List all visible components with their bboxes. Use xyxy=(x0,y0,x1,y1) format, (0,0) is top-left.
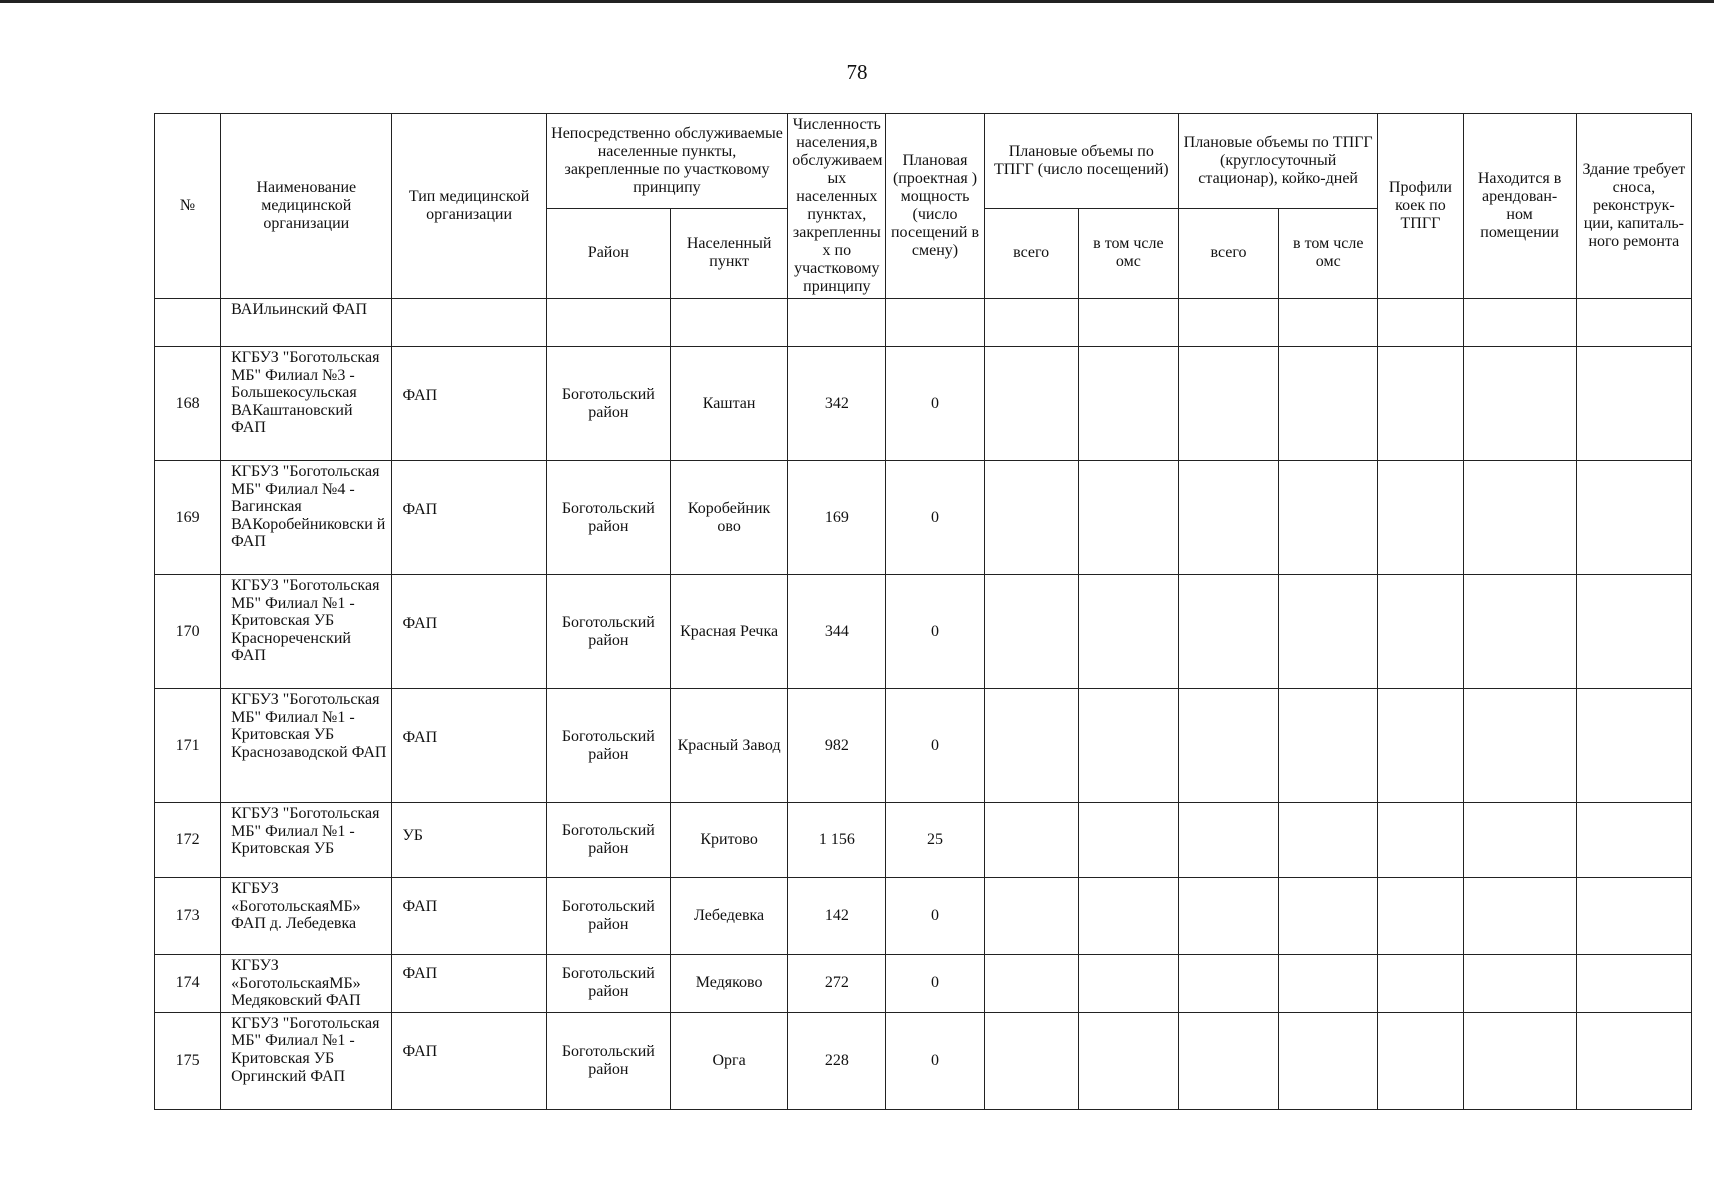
header-served-points: Непосредственно обслуживаемые населенные пункты, закрепленные по участковому принципу xyxy=(546,114,787,209)
header-inpatient-total: всего xyxy=(1178,208,1278,298)
org-name-cell: КГБУЗ "Боготольская МБ" Филиал №4 - Вагинская ВАКоробейниковски й ФАП xyxy=(221,461,392,575)
header-inpatient-volume: Плановые объемы по ТПГГ (круглосуточный стационар), койко-дней xyxy=(1178,114,1377,209)
org-type-cell: ФАП xyxy=(392,1012,546,1109)
org-type-cell: ФАП xyxy=(392,347,546,461)
table-row xyxy=(155,955,1692,1013)
org-type-cell: ФАП xyxy=(392,878,546,955)
row-number: 171 xyxy=(155,689,221,803)
org-name-cell: КГБУЗ "Боготольская МБ" Филиал №1 - Критовская УБ Краснореченский ФАП xyxy=(221,575,392,689)
org-name-cell: КГБУЗ "Боготольская МБ" Филиал №1 - Критовская УБ xyxy=(221,803,392,878)
capacity-cell: 0 xyxy=(886,461,984,575)
settlement-cell: Красная Речка xyxy=(670,575,787,689)
population-cell: 272 xyxy=(788,955,886,1013)
district-cell: Боготольский район xyxy=(546,955,670,1013)
settlement-cell: Коробейник ово xyxy=(670,461,787,575)
header-org-type: Тип медицинской организации xyxy=(392,114,546,299)
population-cell: 142 xyxy=(788,878,886,955)
capacity-cell: 0 xyxy=(886,878,984,955)
header-visits-total: всего xyxy=(984,208,1078,298)
settlement-cell: Каштан xyxy=(670,347,787,461)
header-number: № xyxy=(155,114,221,299)
population-cell: 1 156 xyxy=(788,803,886,878)
population-cell: 344 xyxy=(788,575,886,689)
capacity-cell: 0 xyxy=(886,955,984,1013)
org-name-cell: КГБУЗ "Боготольская МБ" Филиал №1 - Критовская УБ Оргинский ФАП xyxy=(221,1012,392,1109)
capacity-cell: 0 xyxy=(886,1012,984,1109)
header-capacity: Плановая (проектная ) мощность (число посещений в смену) xyxy=(886,114,984,299)
population-cell: 169 xyxy=(788,461,886,575)
org-name-cell: КГБУЗ «БоготольскаяМБ» ФАП д. Лебедевка xyxy=(221,878,392,955)
settlement-cell: Орга xyxy=(670,1012,787,1109)
capacity-cell: 0 xyxy=(886,347,984,461)
district-cell: Боготольский район xyxy=(546,347,670,461)
header-visits-volume: Плановые объемы по ТПГГ (число посещений) xyxy=(984,114,1178,209)
table-row xyxy=(155,461,1692,575)
header-settlement: Населенный пункт xyxy=(670,208,787,298)
table-row xyxy=(155,803,1692,878)
table-row xyxy=(155,1012,1692,1109)
district-cell: Боготольский район xyxy=(546,689,670,803)
settlement-cell: Критово xyxy=(670,803,787,878)
district-cell: Боготольский район xyxy=(546,878,670,955)
district-cell: Боготольский район xyxy=(546,1012,670,1109)
row-number: 168 xyxy=(155,347,221,461)
capacity-cell: 0 xyxy=(886,575,984,689)
header-district: Район xyxy=(546,208,670,298)
org-type-cell: ФАП xyxy=(392,689,546,803)
district-cell: Боготольский район xyxy=(546,803,670,878)
row-number: 169 xyxy=(155,461,221,575)
row-number: 170 xyxy=(155,575,221,689)
settlement-cell: Красный Завод xyxy=(670,689,787,803)
page-top-border xyxy=(0,0,1714,3)
table-row xyxy=(155,347,1692,461)
row-number: 172 xyxy=(155,803,221,878)
org-type-cell: ФАП xyxy=(392,955,546,1013)
table-row xyxy=(155,575,1692,689)
header-org-name: Наименование медицинской организации xyxy=(221,114,392,299)
capacity-cell: 25 xyxy=(886,803,984,878)
header-population: Численность населения,в обслуживаем ых населенных пунктах, закрепленны х по участковому принципу xyxy=(788,114,886,299)
table-row xyxy=(155,299,1692,347)
settlement-cell: Лебедевка xyxy=(670,878,787,955)
population-cell: 342 xyxy=(788,347,886,461)
capacity-cell: 0 xyxy=(886,689,984,803)
header-visits-oms: в том чсле омс xyxy=(1078,208,1178,298)
row-number: 173 xyxy=(155,878,221,955)
row-number: 174 xyxy=(155,955,221,1013)
population-cell: 982 xyxy=(788,689,886,803)
settlement-cell: Медяково xyxy=(670,955,787,1013)
org-type-cell: ФАП xyxy=(392,461,546,575)
org-type-cell: УБ xyxy=(392,803,546,878)
page-number: 78 xyxy=(846,60,868,84)
row-number: 175 xyxy=(155,1012,221,1109)
header-demolition: Здание требует сноса, реконструк- ции, капиталь- ного ремонта xyxy=(1576,114,1691,299)
header-bed-profiles: Профили коек по ТПГГ xyxy=(1378,114,1463,299)
district-cell: Боготольский район xyxy=(546,575,670,689)
table-row xyxy=(155,878,1692,955)
facilities-table xyxy=(154,113,1692,1110)
header-rented: Находится в арендован- ном помещении xyxy=(1463,114,1576,299)
org-name-cell: КГБУЗ "Боготольская МБ" Филиал №1 - Критовская УБ Краснозаводской ФАП xyxy=(221,689,392,803)
org-type-cell: ФАП xyxy=(392,575,546,689)
population-cell: 228 xyxy=(788,1012,886,1109)
header-inpatient-oms: в том чсле омс xyxy=(1279,208,1378,298)
org-name-cell: КГБУЗ "Боготольская МБ" Филиал №3 - Большекосульская ВАКаштановский ФАП xyxy=(221,347,392,461)
org-name-cell: ВАИльинский ФАП xyxy=(221,299,392,347)
table-row xyxy=(155,689,1692,803)
org-name-cell: КГБУЗ «БоготольскаяМБ» Медяковский ФАП xyxy=(221,955,392,1013)
district-cell: Боготольский район xyxy=(546,461,670,575)
